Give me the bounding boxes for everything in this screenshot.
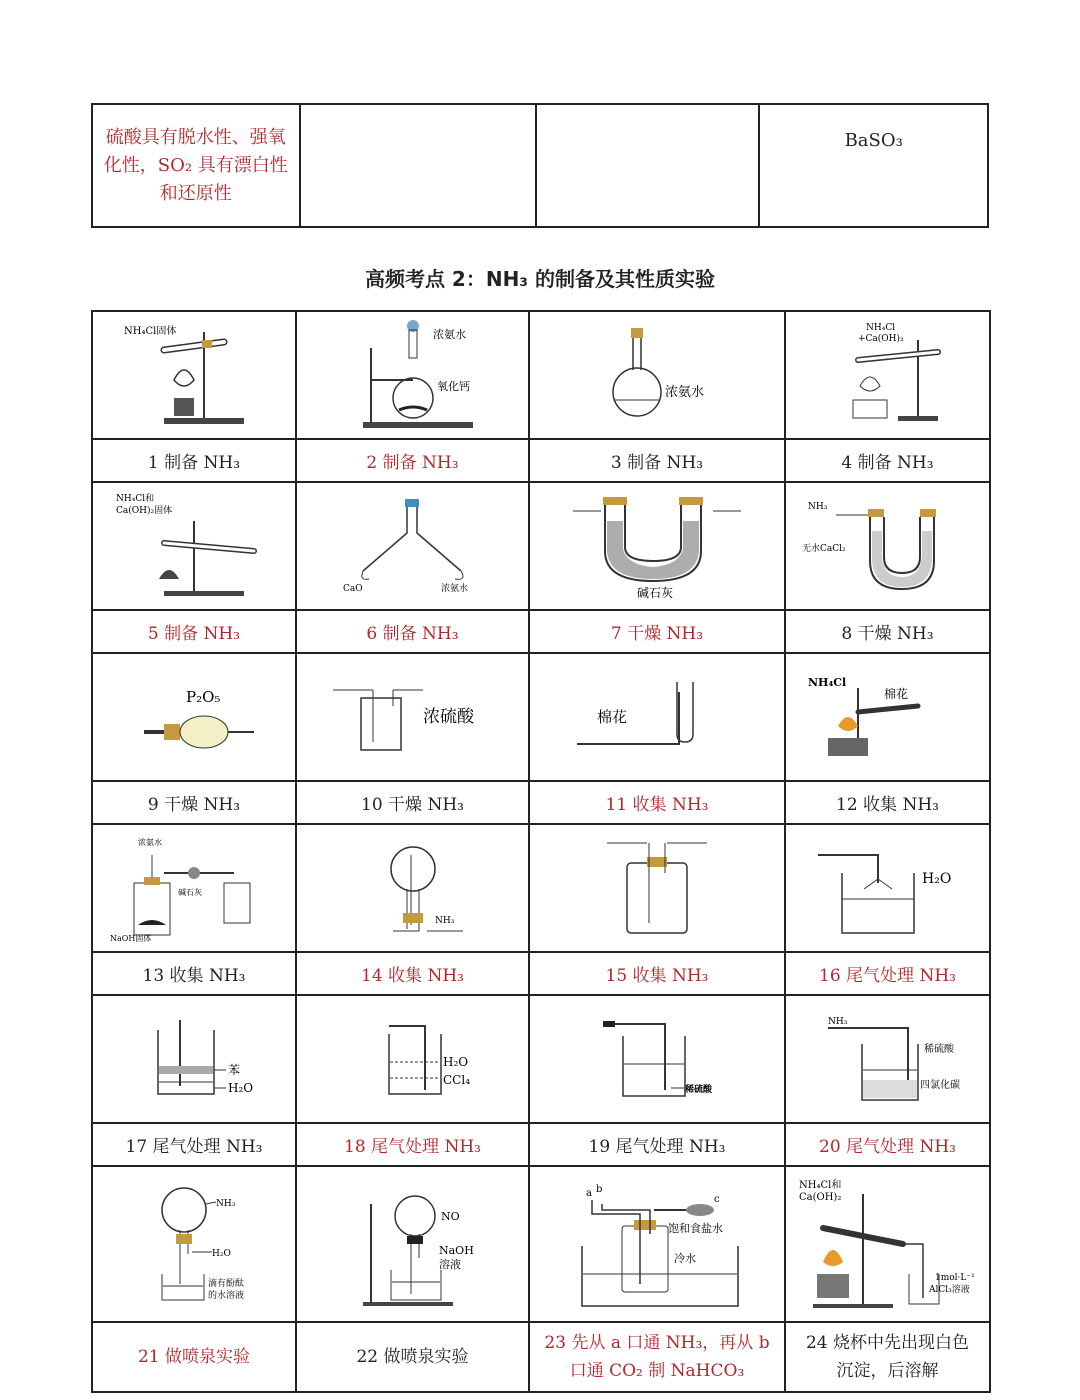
experiment-label: 7 干燥 NH₃ bbox=[529, 610, 785, 653]
diagram-5-text: NH₄Cl和 bbox=[116, 494, 155, 504]
experiment-label: 22 做喷泉实验 bbox=[296, 1322, 529, 1392]
diagram-6-svg bbox=[323, 491, 503, 601]
top-cell-properties bbox=[92, 104, 300, 227]
diagram-1-text: NH₄Cl固体 bbox=[124, 326, 177, 337]
diagram-4 bbox=[785, 311, 990, 439]
experiment-label: 16 尾气处理 NH₃ bbox=[785, 952, 990, 995]
experiment-label: 13 收集 NH₃ bbox=[92, 952, 296, 995]
diagram-9-svg bbox=[104, 672, 284, 762]
diagram-23-svg bbox=[562, 1174, 752, 1314]
diagram-13-text: 碱石灰 bbox=[178, 888, 202, 897]
diagram-20 bbox=[785, 995, 990, 1123]
diagram-20-text: 四氯化碳 bbox=[919, 1080, 960, 1091]
diagram-24-text: 1mol·L⁻¹ bbox=[934, 1273, 975, 1283]
diagram-6-text: 浓氨水 bbox=[440, 584, 468, 594]
diagram-5 bbox=[92, 482, 296, 610]
experiment-label: 11 收集 NH₃ bbox=[529, 781, 785, 824]
diagram-13-text: NaOH固体 bbox=[110, 934, 152, 943]
diagram-15-svg bbox=[567, 833, 747, 943]
diagram-7-text: 碱石灰 bbox=[637, 586, 674, 600]
diagram-2-svg bbox=[323, 318, 503, 433]
diagram-18-svg bbox=[323, 1014, 503, 1104]
diagram-22 bbox=[296, 1166, 529, 1322]
diagram-17-text: H₂O bbox=[228, 1081, 254, 1095]
diagram-20-text: 稀硫酸 bbox=[923, 1044, 954, 1055]
experiment-label: 21 做喷泉实验 bbox=[92, 1322, 296, 1392]
diagram-2 bbox=[296, 311, 529, 439]
diagram-24 bbox=[785, 1166, 990, 1322]
diagram-17-text: 苯 bbox=[228, 1063, 241, 1077]
diagram-3-text: 浓氨水 bbox=[665, 385, 705, 400]
diagram-22-svg bbox=[323, 1174, 503, 1314]
diagram-12-text: 棉花 bbox=[883, 687, 908, 701]
diagram-18 bbox=[296, 995, 529, 1123]
diagram-15 bbox=[529, 824, 785, 952]
diagram-4-text: +Ca(OH)₂ bbox=[857, 334, 904, 344]
diagram-16-svg bbox=[798, 833, 978, 943]
diagram-14-svg bbox=[323, 833, 503, 943]
experiment-label-line: 24 烧杯中先出现白色 bbox=[805, 1333, 970, 1353]
diagram-5-text: Ca(OH)₂固体 bbox=[116, 506, 173, 516]
diagram-2-text: 浓氨水 bbox=[432, 327, 466, 341]
experiment-label: 19 尾气处理 NH₃ bbox=[529, 1123, 785, 1166]
experiment-label: 6 制备 NH₃ bbox=[296, 610, 529, 653]
top-cell-empty bbox=[300, 104, 536, 227]
section-title: 高频考点 2：NH₃ 的制备及其性质实验 bbox=[364, 267, 716, 291]
experiment-label bbox=[529, 1322, 785, 1392]
diagram-13 bbox=[92, 824, 296, 952]
experiment-label-line: 23 先从 a 口通 NH₃，再从 b bbox=[544, 1333, 770, 1353]
top-cell-line: 和还原性 bbox=[159, 182, 232, 204]
diagram-12-svg bbox=[798, 672, 978, 762]
diagram-21-text: 的水溶液 bbox=[208, 1291, 245, 1301]
diagram-10-svg bbox=[323, 672, 503, 762]
diagram-1-svg bbox=[104, 320, 284, 430]
experiment-label: 3 制备 NH₃ bbox=[529, 439, 785, 482]
diagram-17 bbox=[92, 995, 296, 1123]
diagram-12 bbox=[785, 653, 990, 781]
experiment-label bbox=[785, 1322, 990, 1392]
diagram-11-text: 棉花 bbox=[597, 708, 628, 726]
experiment-label: 18 尾气处理 NH₃ bbox=[296, 1123, 529, 1166]
diagram-23 bbox=[529, 1166, 785, 1322]
diagram-20-svg bbox=[798, 1014, 978, 1104]
diagram-21-text: H₂O bbox=[212, 1249, 231, 1259]
diagram-18-text: H₂O bbox=[442, 1055, 468, 1069]
experiment-label-line: 沉淀，后溶解 bbox=[836, 1361, 939, 1381]
experiment-label: 9 干燥 NH₃ bbox=[92, 781, 296, 824]
diagram-11-svg bbox=[567, 672, 747, 762]
diagram-21-text: 滴有酚酞 bbox=[208, 1279, 245, 1289]
diagram-6-text: CaO bbox=[342, 584, 363, 594]
diagram-23-text: b bbox=[596, 1184, 603, 1195]
experiment-label-line: 口通 CO₂ 制 NaHCO₃ bbox=[569, 1361, 745, 1381]
diagram-21 bbox=[92, 1166, 296, 1322]
experiment-label: 12 收集 NH₃ bbox=[785, 781, 990, 824]
diagram-7-svg bbox=[567, 491, 747, 601]
diagram-5-svg bbox=[104, 491, 284, 601]
diagram-19-svg bbox=[567, 1014, 747, 1104]
experiment-label: 20 尾气处理 NH₃ bbox=[785, 1123, 990, 1166]
diagram-12-text: NH₄Cl bbox=[807, 676, 846, 689]
diagram-14-text: NH₃ bbox=[434, 916, 454, 926]
diagram-8-text: 无水CaCl₂ bbox=[801, 544, 846, 554]
diagram-24-text: NH₄Cl和 bbox=[798, 1180, 841, 1191]
diagram-17-svg bbox=[104, 1014, 284, 1104]
diagram-16 bbox=[785, 824, 990, 952]
diagram-22-text: 溶液 bbox=[438, 1258, 461, 1271]
diagram-8-svg bbox=[798, 491, 978, 601]
diagram-24-text: Ca(OH)₂ bbox=[798, 1192, 841, 1203]
experiment-label: 15 收集 NH₃ bbox=[529, 952, 785, 995]
top-table bbox=[91, 103, 989, 228]
diagram-13-text: 浓氨水 bbox=[138, 838, 162, 847]
diagram-22-text: NaOH bbox=[438, 1244, 474, 1257]
experiment-label: 2 制备 NH₃ bbox=[296, 439, 529, 482]
diagram-19-text: 稀硫酸 bbox=[685, 1085, 713, 1095]
diagram-11 bbox=[529, 653, 785, 781]
diagram-23-text: 饱和食盐水 bbox=[668, 1222, 723, 1235]
experiment-label: 5 制备 NH₃ bbox=[92, 610, 296, 653]
diagram-16-text: H₂O bbox=[921, 871, 951, 887]
experiment-label: 17 尾气处理 NH₃ bbox=[92, 1123, 296, 1166]
diagram-3 bbox=[529, 311, 785, 439]
diagram-2-text: 氧化钙 bbox=[436, 379, 470, 393]
experiment-label: 8 干燥 NH₃ bbox=[785, 610, 990, 653]
diagram-22-text: NO bbox=[440, 1210, 460, 1223]
diagram-23-text: c bbox=[714, 1194, 720, 1205]
diagram-9 bbox=[92, 653, 296, 781]
diagram-19 bbox=[529, 995, 785, 1123]
experiment-label: 10 干燥 NH₃ bbox=[296, 781, 529, 824]
experiment-label: 14 收集 NH₃ bbox=[296, 952, 529, 995]
diagram-3-svg bbox=[567, 320, 747, 430]
experiment-label: 4 制备 NH₃ bbox=[785, 439, 990, 482]
diagram-23-text: a bbox=[586, 1188, 592, 1199]
diagram-8-text: NH₃ bbox=[807, 502, 827, 512]
diagram-9-text: P₂O₅ bbox=[186, 688, 221, 706]
diagram-23-text: 冷水 bbox=[674, 1252, 696, 1265]
diagram-8 bbox=[785, 482, 990, 610]
diagram-13-svg bbox=[104, 833, 284, 943]
diagram-10 bbox=[296, 653, 529, 781]
diagram-7 bbox=[529, 482, 785, 610]
diagram-24-svg bbox=[793, 1174, 983, 1314]
diagram-14 bbox=[296, 824, 529, 952]
diagram-21-svg bbox=[104, 1174, 284, 1314]
diagram-4-svg bbox=[798, 320, 978, 430]
diagram-18-text: CCl₄ bbox=[442, 1073, 470, 1087]
top-cell-line: 硫酸具有脱水性、强氧 bbox=[105, 126, 286, 148]
diagram-10-text: 浓硫酸 bbox=[422, 707, 474, 727]
diagram-24-text: AlCl₃溶液 bbox=[928, 1285, 970, 1295]
experiment-label: 1 制备 NH₃ bbox=[92, 439, 296, 482]
diagram-4-text: NH₄Cl bbox=[865, 323, 895, 333]
top-cell-empty bbox=[536, 104, 759, 227]
diagram-6 bbox=[296, 482, 529, 610]
diagram-21-text: NH₃ bbox=[216, 1199, 236, 1209]
experiment-table bbox=[91, 310, 991, 1393]
top-cell-baso3: BaSO₃ bbox=[759, 104, 988, 227]
top-cell-line: 化性，SO₂ 具有漂白性 bbox=[103, 154, 288, 176]
diagram-1 bbox=[92, 311, 296, 439]
diagram-20-text: NH₃ bbox=[827, 1017, 847, 1027]
